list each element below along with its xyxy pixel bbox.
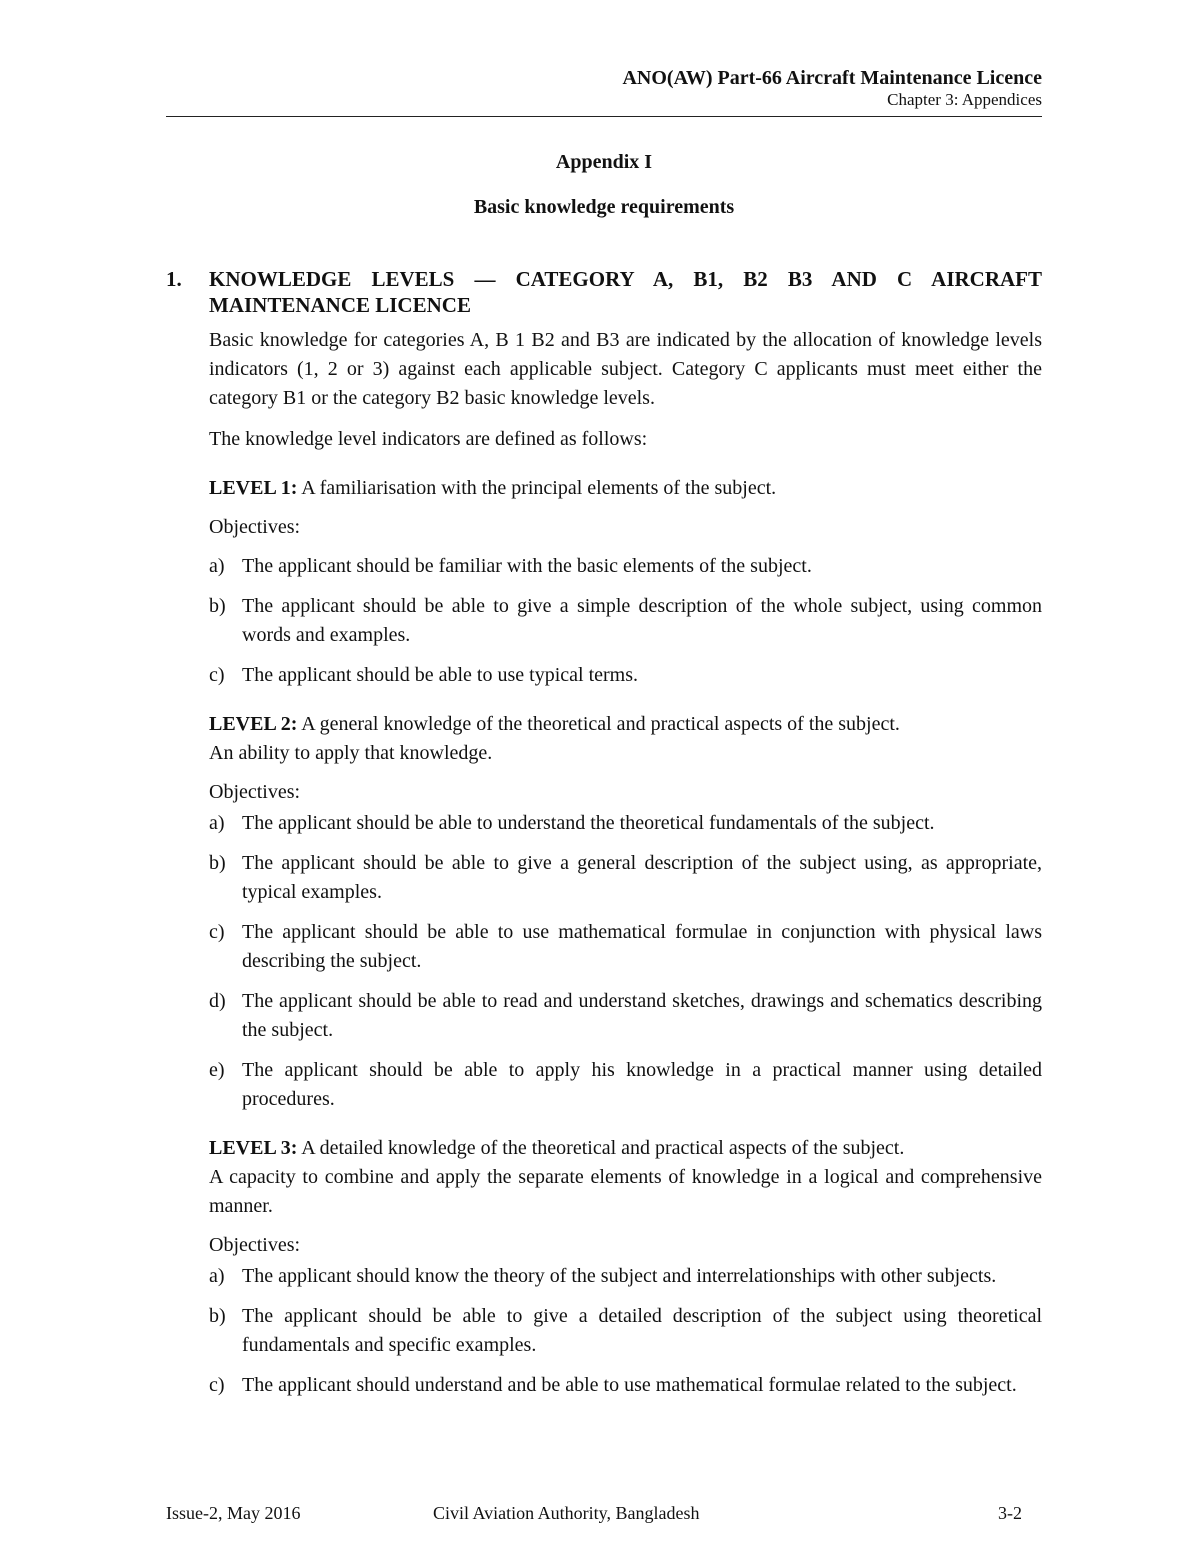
level-1-label: LEVEL 1: [209,477,298,499]
list-item [209,1371,1042,1400]
list-text: The applicant should be able to give a detailed description of the subject using theoretical fundamentals and specific examples. [242,1305,1042,1356]
level-2-label: LEVEL 2: [209,713,298,735]
header-rule [166,116,1042,117]
list-text: The applicant should be able to apply his knowledge in a practical manner using detailed procedures. [242,1059,1042,1110]
list-item [209,809,1042,838]
list-item [209,849,1042,907]
header-subtitle: Chapter 3: Appendices [887,90,1042,109]
list-text: The applicant should be able to give a general description of the subject using, as appropriate, typical examples. [242,852,1042,903]
list-marker: a) [209,812,225,834]
level-2-text-2: An ability to apply that knowledge. [209,742,493,764]
list-item [209,592,1042,650]
list-marker: c) [209,1374,225,1396]
list-item [209,918,1042,976]
list-marker: b) [209,595,226,617]
list-text: The applicant should be familiar with the basic elements of the subject. [242,555,812,577]
list-text: The applicant should understand and be able to use mathematical formulae related to the subject. [242,1374,1017,1396]
level-1-definition [209,474,1042,503]
level-3-text: A detailed knowledge of the theoretical and practical aspects of the subject. [297,1137,905,1159]
list-marker: e) [209,1059,225,1081]
list-item [209,1302,1042,1360]
list-text: The applicant should be able to understand the theoretical fundamentals of the subject. [242,812,935,834]
list-item [209,661,1042,690]
appendix-subtitle: Basic knowledge requirements [473,196,735,218]
list-text: The applicant should be able to use mathematical formulae in conjunction with physical laws describing the subject. [242,921,1042,972]
footer-issue: Issue-2, May 2016 [166,1503,301,1523]
list-item [209,987,1042,1045]
section-heading [166,266,1042,318]
list-text: The applicant should know the theory of the subject and interrelationships with other subjects. [242,1265,997,1287]
level-3-objectives-label: Objectives: [209,1234,301,1256]
list-marker: b) [209,1305,226,1327]
list-marker: a) [209,1265,225,1287]
list-marker: b) [209,852,226,874]
list-text: The applicant should be able to give a simple description of the whole subject, using common words and examples. [242,595,1042,646]
list-text: The applicant should be able to use typical terms. [242,664,638,686]
list-item [209,552,1042,581]
footer-authority: Civil Aviation Authority, Bangladesh [433,1503,700,1523]
page-content [166,148,1042,1411]
list-marker: c) [209,664,225,686]
level-1-objectives-label: Objectives: [209,516,301,538]
section-body [209,326,1042,1400]
level-1-text: A familiarisation with the principal elements of the subject. [297,477,777,499]
level-2-objectives-label: Objectives: [209,781,301,803]
list-marker: d) [209,990,226,1012]
page-header [166,66,1042,110]
level-2-definition [209,710,1042,739]
level-3-text-2: A capacity to combine and apply the separate elements of knowledge in a logical and comprehensive manner. [209,1166,1042,1217]
list-text: The applicant should be able to read and understand sketches, drawings and schematics describing the subject. [242,990,1042,1041]
list-marker: c) [209,921,225,943]
level-2-text: A general knowledge of the theoretical and practical aspects of the subject. [297,713,900,735]
footer-page-number: 3-2 [998,1503,1022,1523]
list-item [209,1262,1042,1291]
header-title: ANO(AW) Part-66 Aircraft Maintenance Licence [622,67,1042,89]
intro-paragraph: Basic knowledge for categories A, B 1 B2 and B3 are indicated by the allocation of knowledge levels indicators (1, 2 or 3) against each applicable subject. Category C applicants must meet either the category B1 or the category B2 basic knowledge levels. [209,329,1042,409]
definitions-intro: The knowledge level indicators are defined as follows: [209,428,648,450]
level-3-label: LEVEL 3: [209,1137,298,1159]
section-title: KNOWLEDGE LEVELS — CATEGORY A, B1, B2 B3 AND C AIRCRAFT MAINTENANCE LICENCE [209,267,1042,317]
level-3-definition [209,1134,1042,1163]
appendix-title: Appendix I [555,151,653,173]
list-item [209,1056,1042,1114]
list-marker: a) [209,555,225,577]
section-number: 1. [166,267,182,291]
